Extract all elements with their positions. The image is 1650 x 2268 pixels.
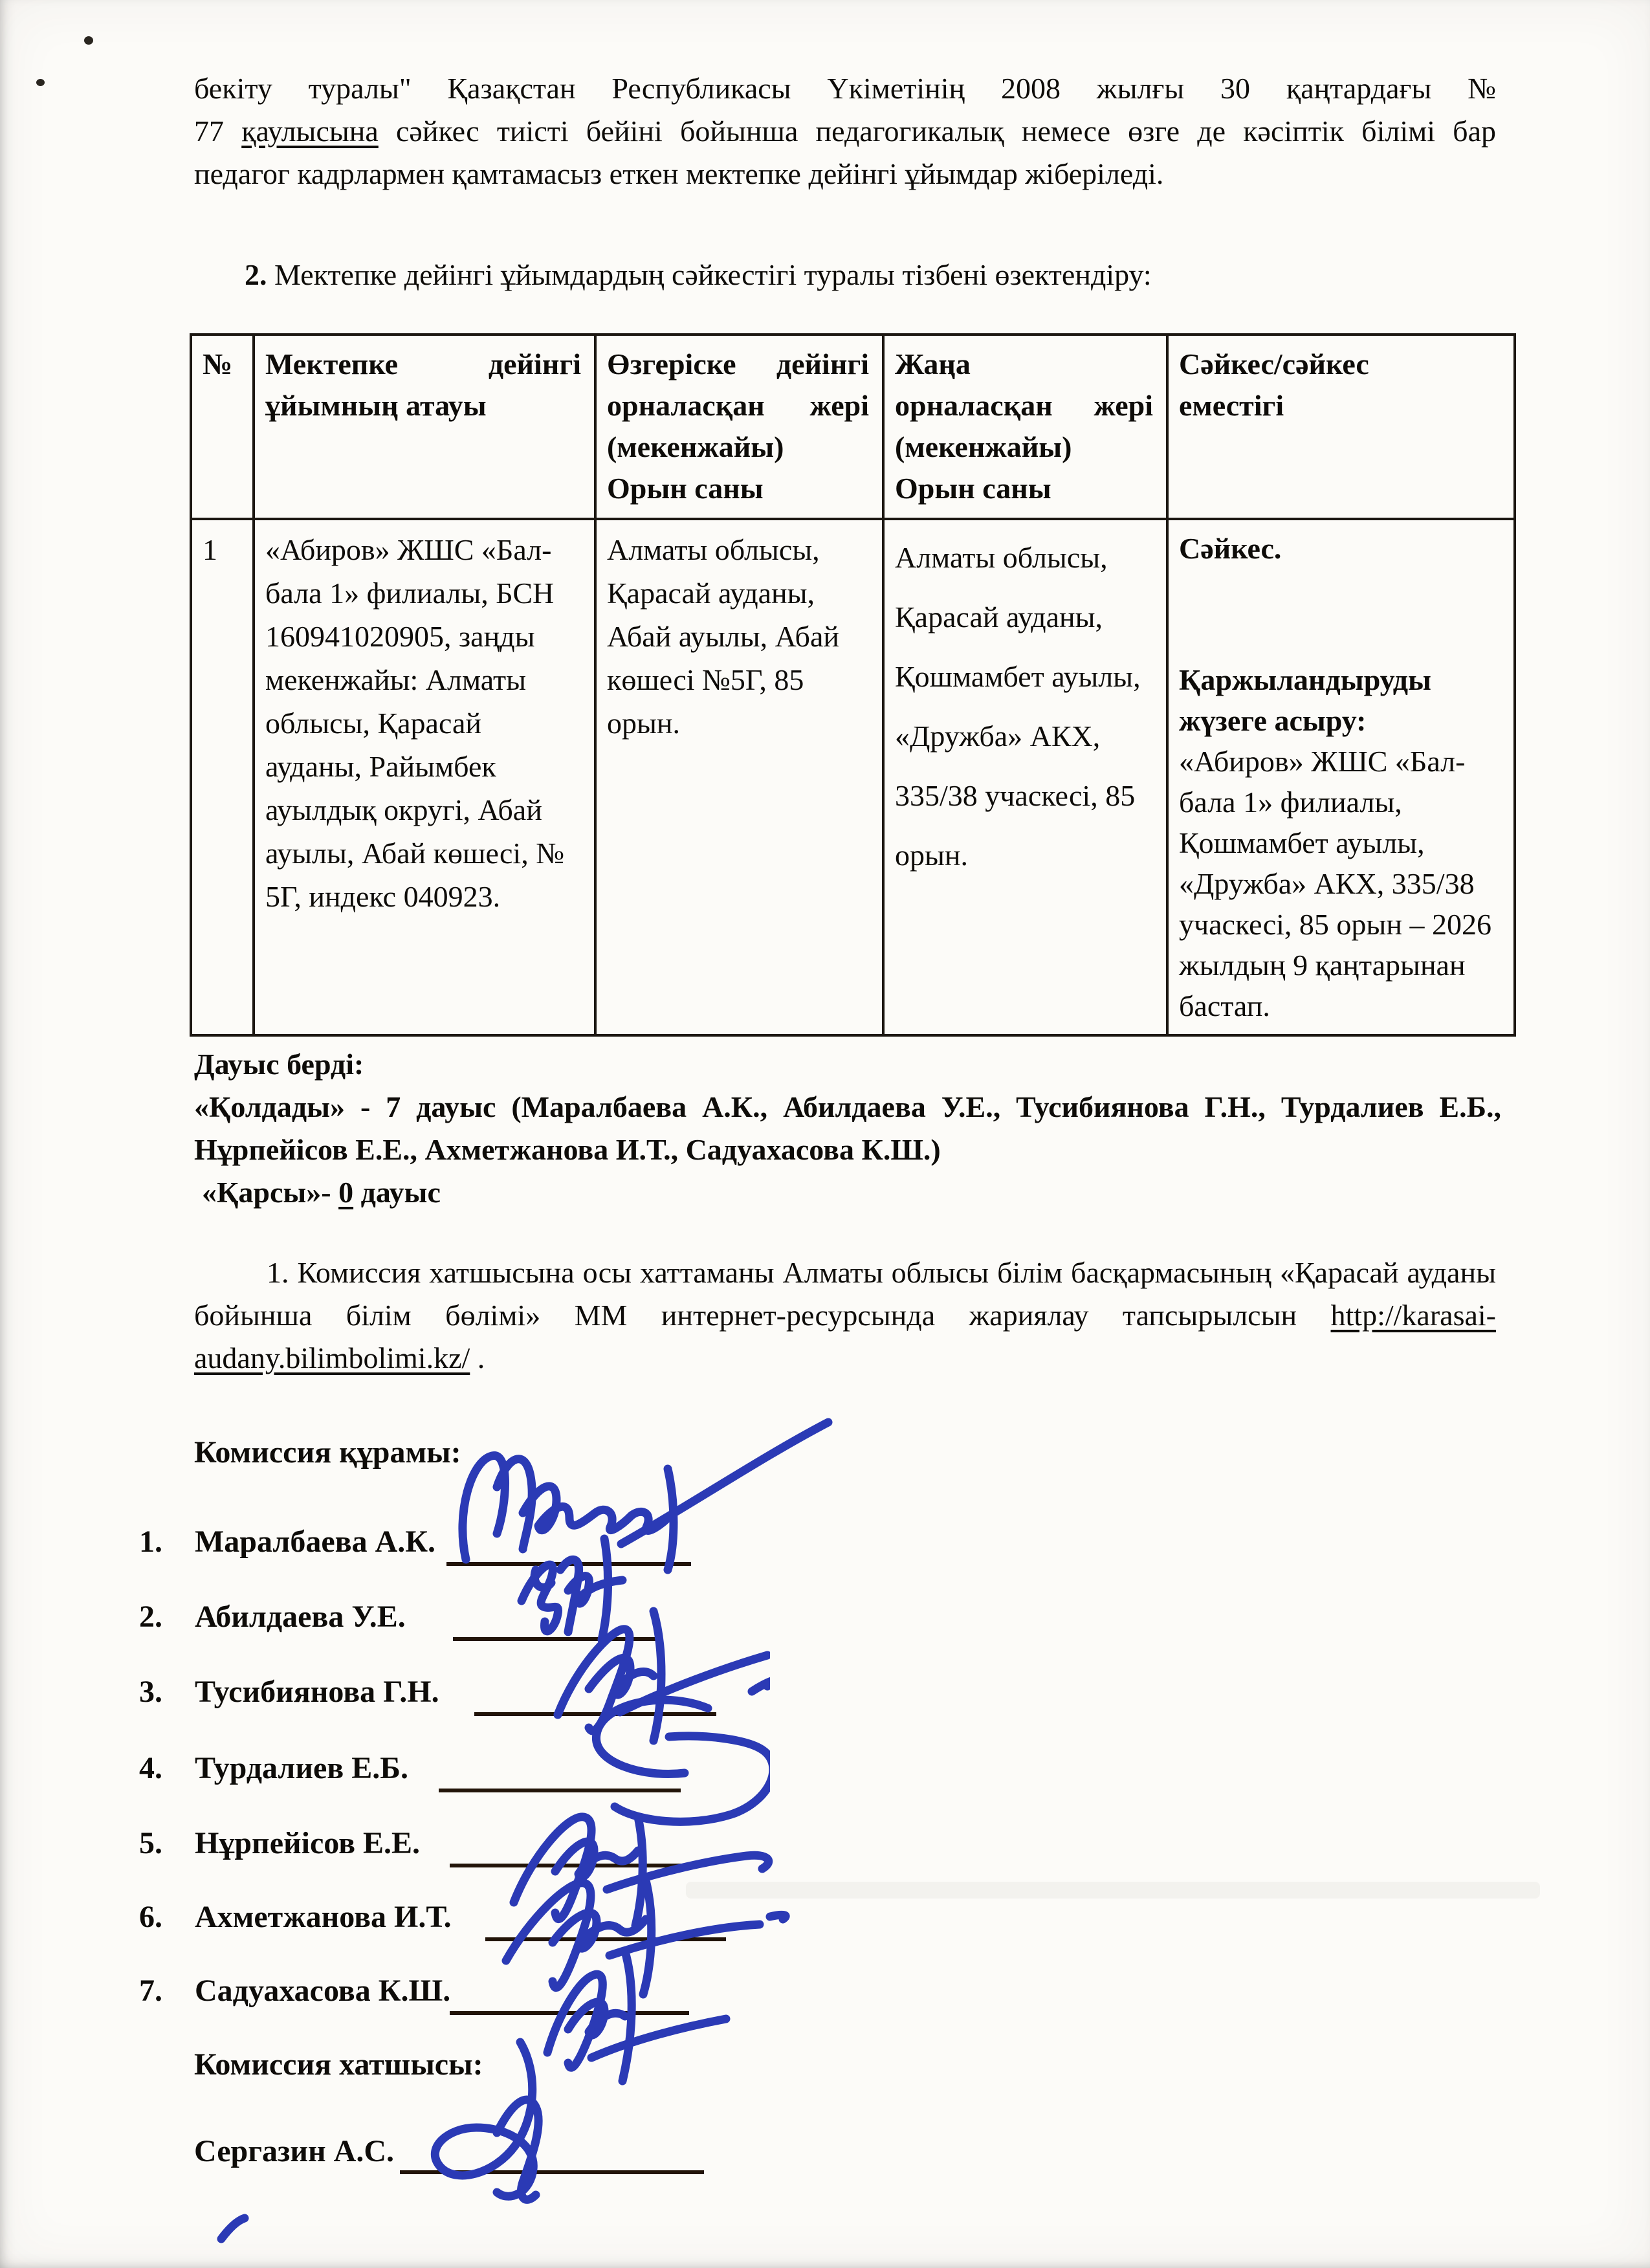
- status-verdict: Сәйкес.: [1179, 532, 1282, 565]
- member-number: 2.: [139, 1600, 162, 1634]
- cell-old-location: Алматы облысы, Қарасай ауданы, Абай ауылы, Абай көшесі №5Г, 85 орын.: [595, 519, 883, 1035]
- voting-block: [194, 1043, 1501, 1214]
- voting-title: Дауыс берді:: [194, 1048, 364, 1081]
- section-2-heading: [194, 254, 1496, 296]
- secretary-name: Сергазин А.С.: [194, 2134, 394, 2168]
- commission-member-row: [139, 1822, 1045, 1865]
- col-header-old-location: Өзгеріске дейінгі орналасқан жері (мекенжайы) Орын саны: [595, 335, 883, 519]
- member-name: Маралбаева А.К.: [195, 1525, 436, 1559]
- member-number: 4.: [139, 1751, 162, 1785]
- section-2-text: Мектепке дейінгі ұйымдардың сәйкестігі туралы тізбені өзектендіру:: [267, 258, 1152, 291]
- signature-line: [450, 2011, 689, 2015]
- cell-organization: «Абиров» ЖШС «Бал-бала 1» филиалы, БСН 160941020905, заңды мекенжайы: Алматы облысы, Қарасай ауданы, Райымбек ауылдық округі, Абай ауылы, Абай көшесі, № 5Г, индекс 040923.: [254, 519, 595, 1035]
- decree-reference-underlined: қаулысына: [241, 115, 379, 148]
- intro-line2-pre: 77: [194, 115, 242, 148]
- intro-line-1: бекіту туралы" Қазақстан Республикасы Үкіметінің 2008 жылғы 30 қаңтардағы №: [194, 72, 1496, 105]
- signature-line: [400, 2170, 704, 2174]
- against-count: 0: [338, 1176, 354, 1209]
- ink-mark: [214, 2213, 252, 2245]
- col-header-num: №: [191, 335, 254, 519]
- intro-line2-post: сәйкес тиісті бейіні бойынша педагогикалық немесе өзге де кәсіптік білімі бар: [378, 115, 1496, 148]
- member-number: 6.: [139, 1900, 162, 1934]
- member-name: Нұрпейісов Е.Е.: [195, 1826, 421, 1860]
- website-url: http://karasai-audany.bilimbolimi.kz/: [194, 1299, 1496, 1374]
- assignment-text-end: .: [470, 1341, 485, 1374]
- scan-speck: [36, 79, 45, 86]
- funding-title: Қаржыландыруды жүзеге асыру:: [1179, 663, 1431, 737]
- intro-line-3: педагог кадрлармен қамтамасыз еткен мектепке дейінгі ұйымдар жіберіледі.: [194, 157, 1164, 190]
- member-number: 7.: [139, 1974, 162, 2008]
- signature-line: [474, 1712, 716, 1716]
- member-number: 1.: [139, 1525, 162, 1559]
- signature-maralbaeva: [427, 1404, 841, 1605]
- member-name: Абилдаева У.Е.: [195, 1600, 406, 1634]
- cell-row-number: 1: [191, 519, 254, 1035]
- voting-support-line: «Қолдады» - 7 дауыс (Маралбаева А.К., Абилдаева У.Е., Тусибиянова Г.Н., Турдалиев Е.Б., Нұрпейісов Е.Е., Ахметжанова И.Т., Садуахасова К.Ш.): [194, 1090, 1501, 1166]
- table-row: [191, 519, 1515, 1035]
- member-name: Садуахасова К.Ш.: [195, 1974, 451, 2008]
- section-2-number: 2.: [245, 258, 267, 291]
- signature-line: [446, 1562, 691, 1566]
- voting-against-line: «Қарсы»- 0 дауыс: [202, 1176, 441, 1209]
- member-name: Ахметжанова И.Т.: [195, 1900, 452, 1934]
- col-header-org: Мектепке дейінгі ұйымның атауы: [254, 335, 595, 519]
- intro-paragraph: [194, 67, 1496, 195]
- commission-member-row: [139, 1970, 1045, 2012]
- col-header-status: Сәйкес/сәйкес еместігі: [1167, 335, 1515, 519]
- commission-title: Комиссия құрамы:: [194, 1435, 461, 1470]
- funding-text: «Абиров» ЖШС «Бал-бала 1» филиалы, Қошмамбет ауылы, «Дружба» АКХ, 335/38 учаскесі, 85 орын – 2026 жылдың 9 қаңтарынан бастап.: [1179, 745, 1491, 1022]
- member-number: 5.: [139, 1826, 162, 1860]
- signature-line: [453, 1637, 659, 1641]
- member-name: Тусибиянова Г.Н.: [195, 1675, 439, 1709]
- cell-new-location: Алматы облысы, Қарасай ауданы, Қошмамбет ауылы, «Дружба» АКХ, 335/38 учаскесі, 85 орын.: [883, 519, 1167, 1035]
- commission-member-row: [139, 1896, 1045, 1939]
- signature-line: [450, 1864, 689, 1867]
- col-header-new-location: Жаңа орналасқан жері (мекенжайы) Орын саны: [883, 335, 1167, 519]
- compliance-table: [190, 333, 1516, 1037]
- cell-status: [1167, 519, 1515, 1035]
- commission-member-row: [139, 1596, 1045, 1638]
- signature-line: [439, 1789, 681, 1792]
- signature-line: [485, 1937, 726, 1941]
- commission-member-row: [139, 1521, 1045, 1563]
- scan-speck: [84, 36, 93, 45]
- table-header-row: [191, 335, 1515, 519]
- secretary-row: [194, 2130, 971, 2173]
- commission-member-row: [139, 1747, 1045, 1790]
- assignment-text: 1. Комиссия хатшысына осы хаттаманы Алматы облысы білім басқармасының «Қарасай ауданы бойынша білім бөлімі» ММ интернет-ресурсында жариялау тапсырылсын: [194, 1256, 1496, 1332]
- member-name: Турдалиев Е.Б.: [195, 1751, 408, 1785]
- commission-member-row: [139, 1671, 1045, 1713]
- intro-line-2: [194, 110, 1496, 153]
- assignment-paragraph: [194, 1251, 1496, 1380]
- secretary-label: Комиссия хатшысы:: [194, 2047, 483, 2082]
- member-number: 3.: [139, 1675, 162, 1709]
